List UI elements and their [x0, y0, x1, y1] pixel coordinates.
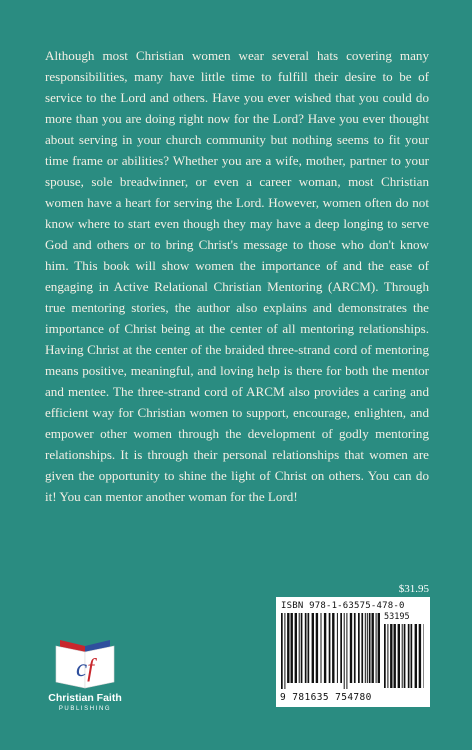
barcode-bar [387, 624, 388, 688]
barcode-bar [344, 613, 345, 689]
barcode-bar [340, 613, 342, 683]
barcode-bar [372, 613, 374, 683]
barcode-bar [361, 613, 363, 683]
barcode-bar [312, 613, 314, 683]
isbn-number: ISBN 978-1-63575-478-0 [281, 601, 405, 611]
isbn-barcode [276, 597, 430, 707]
barcode-bar [295, 613, 297, 683]
barcode-bar [411, 624, 413, 688]
barcode-bar [299, 613, 300, 683]
open-book-icon [54, 632, 116, 690]
barcode-bar [281, 613, 283, 689]
barcode-bar [354, 613, 356, 683]
barcode-bar [419, 624, 421, 688]
price-code-bars [384, 624, 424, 690]
barcode-bar [394, 624, 396, 688]
barcode-bar [350, 613, 352, 683]
publisher-logo [42, 632, 128, 722]
barcode-bar [369, 613, 371, 683]
barcode-bar [378, 613, 380, 683]
barcode-bar [324, 613, 326, 683]
barcode-bar [408, 624, 410, 688]
barcode-bar [367, 613, 368, 683]
barcode-bar [402, 624, 403, 688]
barcode-bar [404, 624, 406, 688]
barcode-bar [337, 613, 338, 683]
barcode-bar [384, 624, 386, 688]
barcode-bar [390, 624, 392, 688]
barcode-bar [321, 613, 322, 683]
barcode-bar [316, 613, 318, 683]
ean-number: 9 781635 754780 [280, 692, 372, 703]
blurb-text: Although most Christian women wear several hats covering many responsibilities, many have little time to fulfill their desire to be of service to the Lord and others. Have you ever wished that you could do more than you are doing right now for the Lord? Have you ever thought about serving in your church community but nothing seems to fit your time frame or abilities? Whether you are a wife, mother, partner to your spouse, sole breadwinner, or even a career woman, most Christian women have a heart for serving the Lord. However, women often do not know where to start even though they may have a deep longing to serve God and others or to bring Christ's message to those who don't know him. This book will show women the importance of and the ease of engaging in Active Relational Christian Mentoring (ARCM). Through true mentoring stories, the author also explains and demonstrates the importance of Christ being at the center of all mentoring relationships. Having Christ at the center of the braided three-strand cord of mentoring means positive, meaningful, and loving help is there for both the mentor and mentee. The three-strand cord of ARCM also provides a caring and efficient way for Christian women to support, encourage, enlighten, and empower other women through the development of godly mentoring relationships. It is through their personal relationships that women are given the opportunity to shine the light of Christ on others. You can do it! You can mentor another woman for the Lord! [45, 48, 429, 504]
barcode-bar [291, 613, 293, 683]
barcode-bar [376, 613, 377, 683]
barcode-bar [284, 613, 285, 689]
barcode-bar [308, 613, 310, 683]
barcode-bar [346, 613, 347, 689]
barcode-bar [301, 613, 303, 683]
barcode-bar [415, 624, 417, 688]
barcode-bar [365, 613, 366, 683]
barcode-bar [305, 613, 307, 683]
price-code-number: 53195 [384, 612, 410, 622]
barcode-bar [424, 624, 425, 688]
price-label: $31.95 [398, 583, 429, 595]
back-cover-blurb [45, 45, 429, 507]
barcode-bar [398, 624, 400, 688]
barcode-bar [287, 613, 289, 683]
publisher-subtitle: PUBLISHING [58, 706, 112, 712]
barcode-bar [329, 613, 331, 683]
barcode-bar [332, 613, 334, 683]
barcode-bar [358, 613, 360, 683]
publisher-name: Christian Faith [48, 692, 122, 704]
ean-barcode-bars [281, 613, 381, 691]
logo-initials: cf [75, 655, 95, 682]
